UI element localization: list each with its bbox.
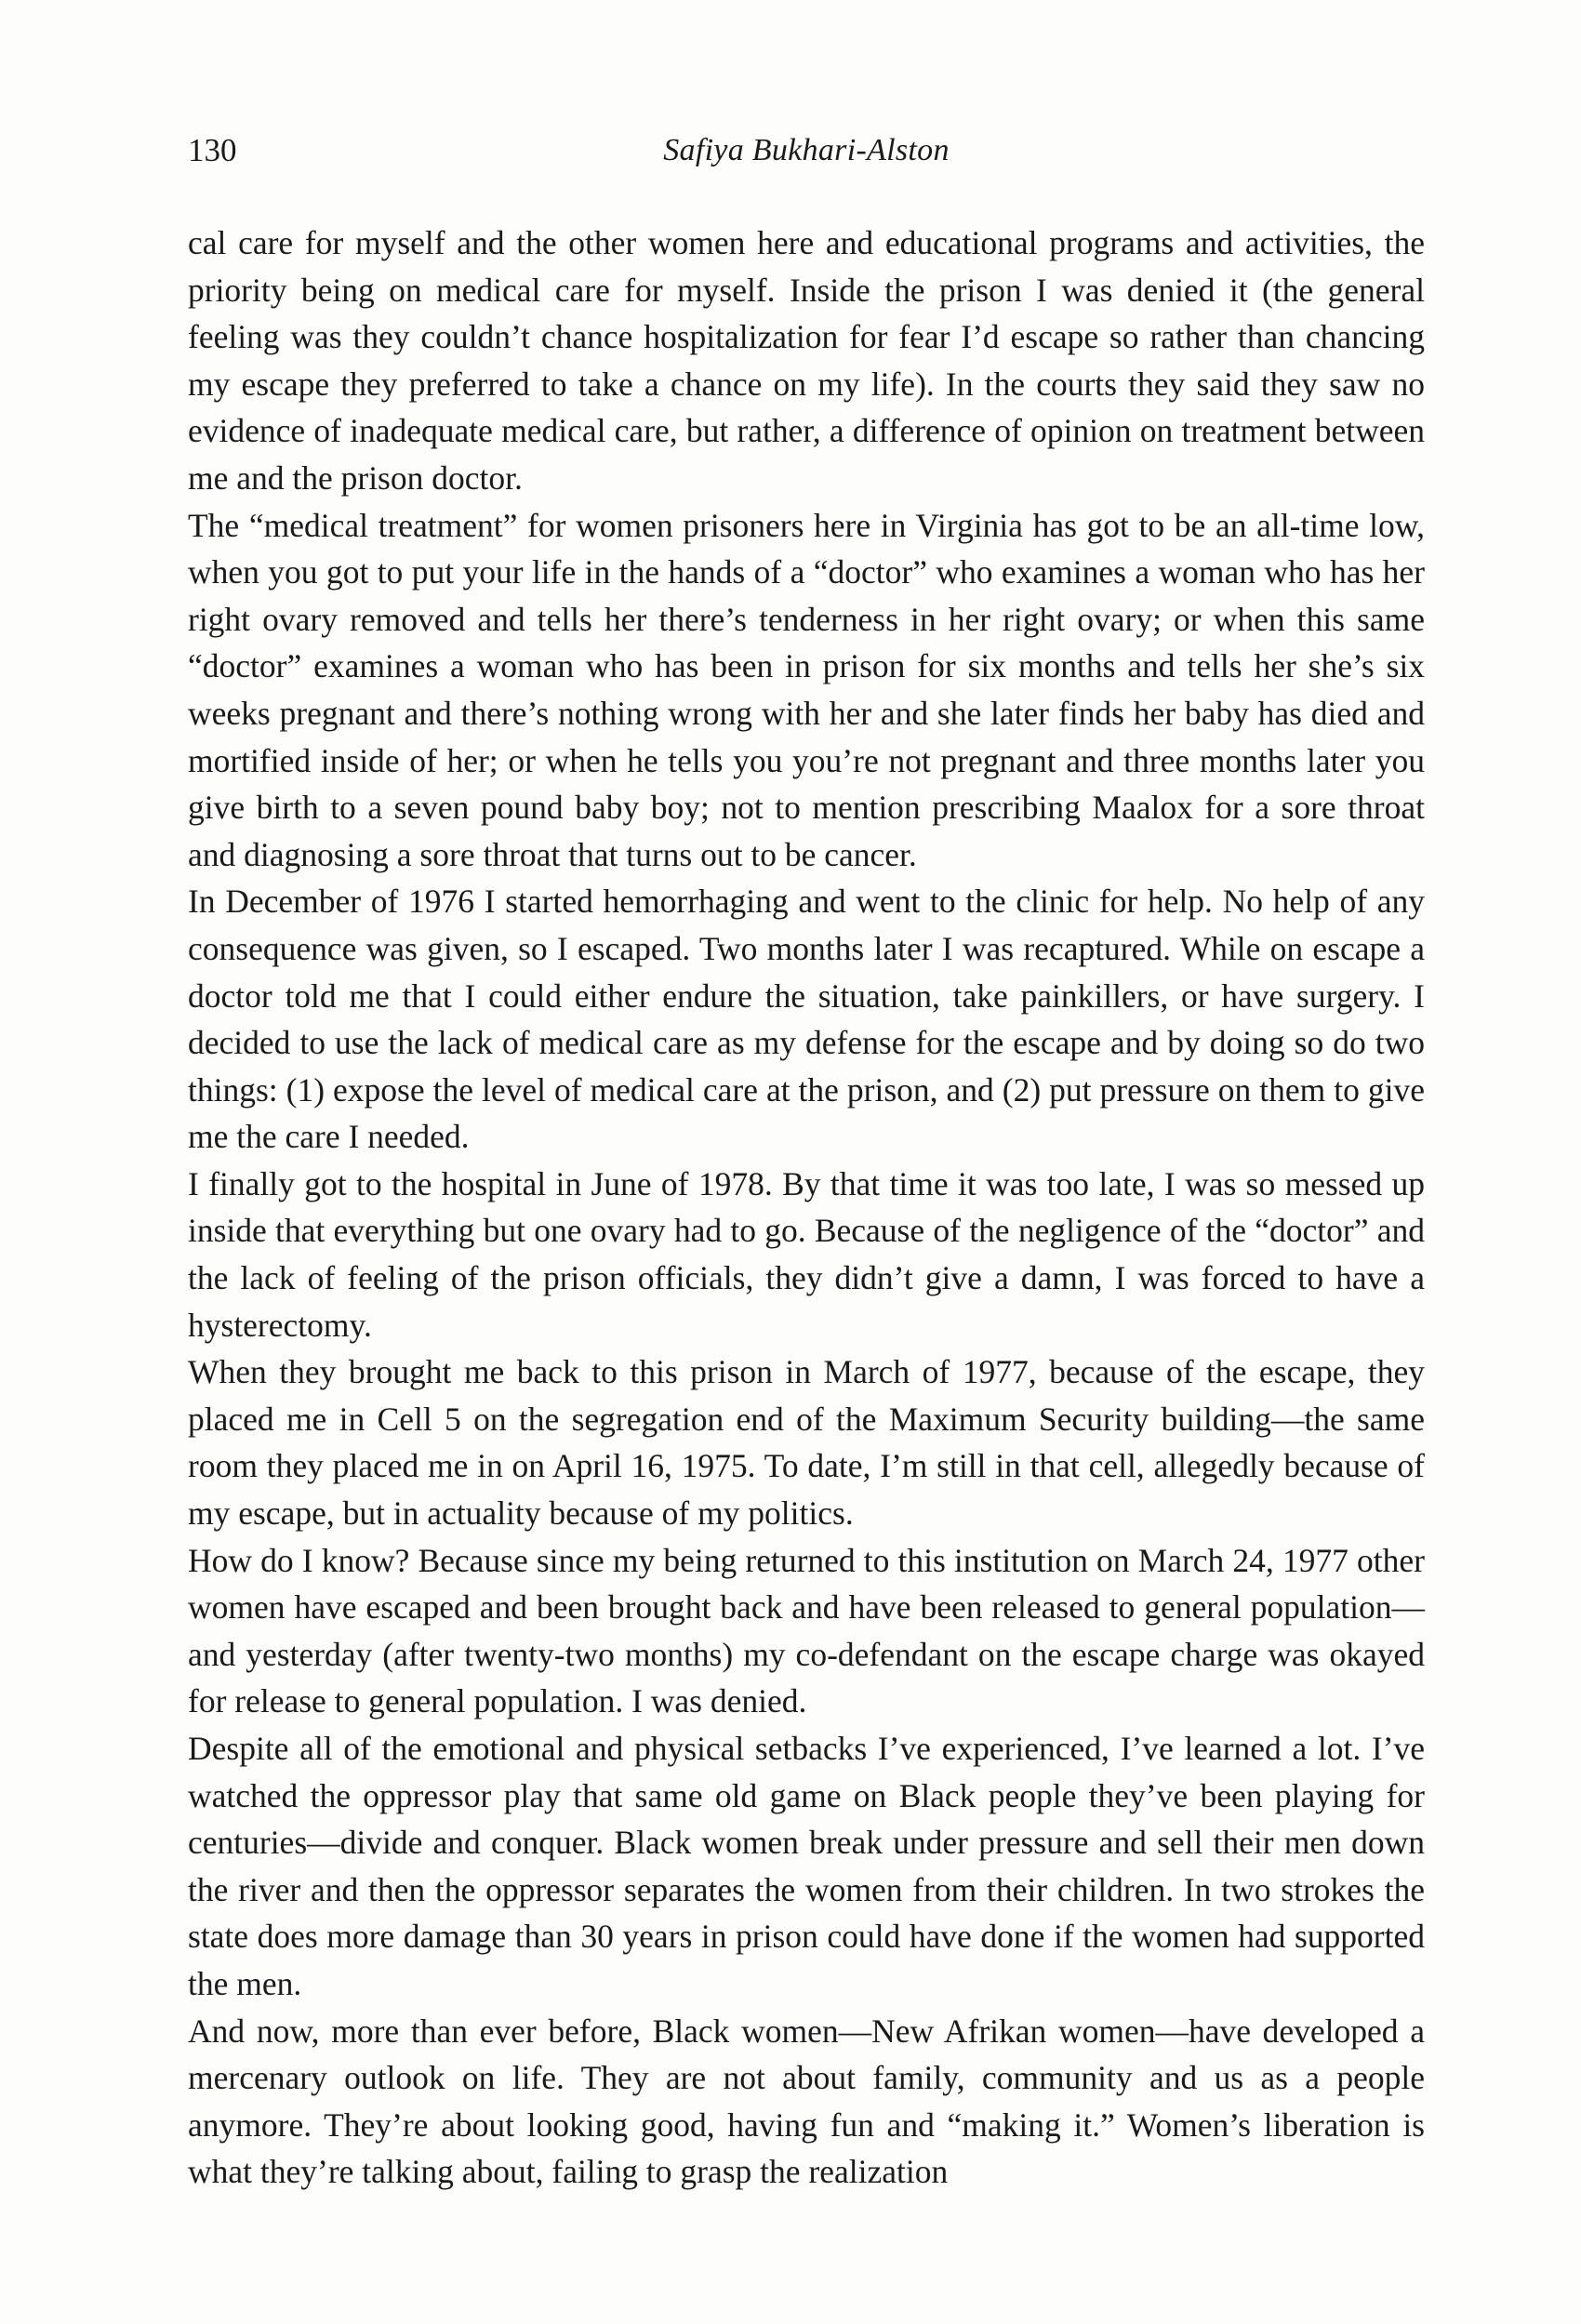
- page-header: [188, 130, 1425, 177]
- paragraph: How do I know? Because since my being returned to this institution on March 24, 1977 other women have escaped and been brought back and have been released to general population—and yesterday (after twenty-two months) my co-defendant on the escape charge was okayed for release to general population. I was denied.: [188, 1541, 1425, 1720]
- paragraph: When they brought me back to this prison in March of 1977, because of the escape, they placed me in Cell 5 on the segregation end of the Maximum Security building—the same room they placed me in on April 16, 1975. To date, I’m still in that cell, allegedly because of my escape, but in actuality because of my politics.: [188, 1353, 1425, 1533]
- body-text: [188, 219, 1425, 2196]
- running-head: Safiya Bukhari-Alston: [663, 133, 950, 167]
- page-number: 130: [188, 132, 237, 168]
- paragraph: The “medical treatment” for women prisoners here in Virginia has got to be an all-time low, when you got to put your life in the hands of a “doctor” who examines a woman who has her right ovary removed and tells her there’s tenderness in her right ovary; or when this same “doctor” examines a woman who has been in prison for six months and tells her she’s six weeks pregnant and there’s nothing wrong with her and she later finds her baby has died and mortified inside of her; or when he tells you you’re not pregnant and three months later you give birth to a seven pound baby boy; not to mention prescribing Maalox for a sore throat and diagnosing a sore throat that turns out to be cancer.: [188, 506, 1425, 873]
- paragraph: In December of 1976 I started hemorrhaging and went to the clinic for help. No help of any consequence was given, so I escaped. Two months later I was recaptured. While on escape a doctor told me that I could either endure the situation, take painkillers, or have surgery. I decided to use the lack of medical care as my defense for the escape and by doing so do two things: (1) expose the level of medical care at the prison, and (2) put pressure on them to give me the care I needed.: [188, 883, 1425, 1156]
- paragraph: cal care for myself and the other women here and educational programs and activities, the priority being on medical care for myself. Inside the prison I was denied it (the general feeling was they couldn’t chance hospitalization for fear I’d escape so rather than chancing my escape they preferred to take a chance on my life). In the courts they said they saw no evidence of inadequate medical care, but rather, a difference of opinion on treatment between me and the prison doctor.: [188, 224, 1425, 497]
- paragraph: I finally got to the hospital in June of 1978. By that time it was too late, I was so messed up inside that everything but one ovary had to go. Because of the negligence of the “doctor” and the lack of feeling of the prison officials, they didn’t give a damn, I was forced to have a hysterectomy.: [188, 1164, 1425, 1344]
- paragraph: Despite all of the emotional and physical setbacks I’ve experienced, I’ve learned a lot. I’ve watched the oppressor play that same old game on Black people they’ve been playing for centuries—divide and conquer. Black women break under pressure and sell their men down the river and then the oppressor separates the women from their children. In two strokes the state does more damage than 30 years in prison could have done if the women had supported the men.: [188, 1730, 1425, 2002]
- paragraph: And now, more than ever before, Black women—New Afrikan women—have developed a mercenary outlook on life. They are not about family, community and us as a people anymore. They’re about looking good, having fun and “making it.” Women’s liberation is what they’re talking about, failing to grasp the realization: [188, 2012, 1425, 2191]
